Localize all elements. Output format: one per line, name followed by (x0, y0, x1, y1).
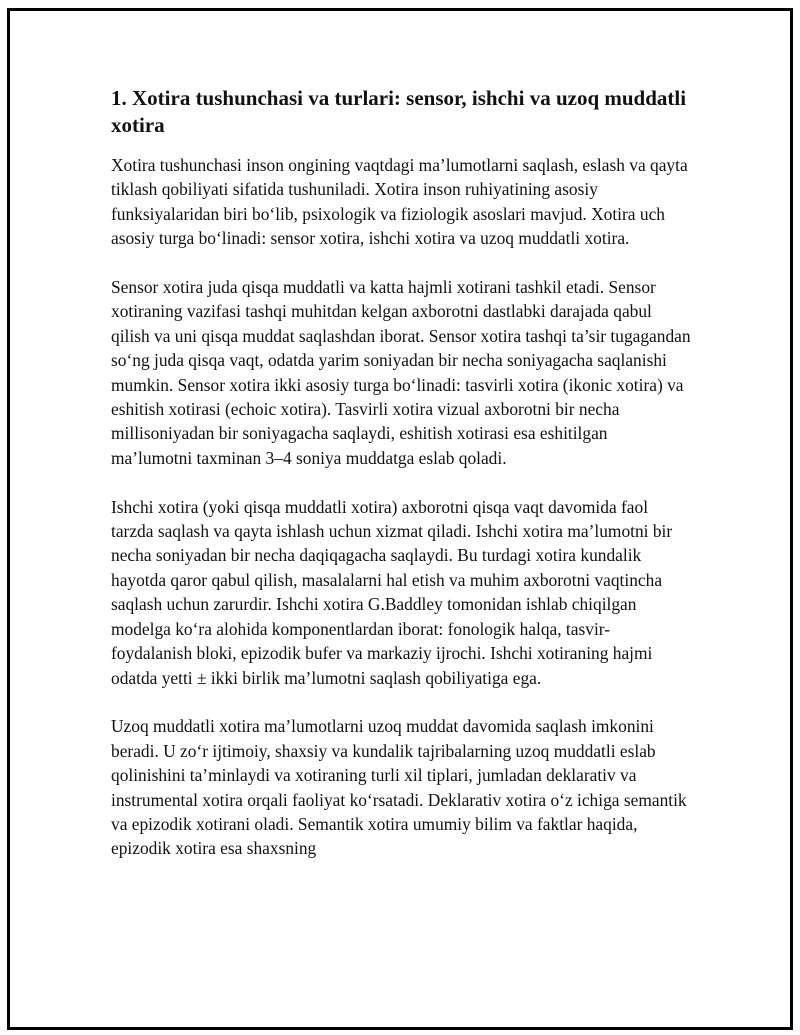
document-body (111, 85, 691, 885)
paragraph-long-term-memory: Uzoq muddatli xotira ma’lumotlarni uzoq muddat davomida saqlash imkonini beradi. U zo‘r ijtimoiy, shaxsiy va kundalik tajribalarning uzoq muddatli eslab qolinishini ta’minlaydi va xotiraning turli xil tiplari, jumladan deklarativ va instrumental xotira orqali faoliyat ko‘rsatadi. Deklarativ xotira o‘z ichiga semantik va epizodik xotirani oladi. Semantik xotira umumiy bilim va faktlar haqida, epizodik xotira esa shaxsning (111, 716, 687, 859)
paragraph-sensor-memory: Sensor xotira juda qisqa muddatli va katta hajmli xotirani tashkil etadi. Sensor xotiraning vazifasi tashqi muhitdan kelgan axborotni dastlabki darajada qabul qilish va uni qisqa muddat saqlashdan iborat. Sensor xotira tashqi ta’sir tugagandan so‘ng juda qisqa vaqt, odatda yarim soniyadan bir necha soniyagacha saqlanishi mumkin. Sensor xotira ikki asosiy turga bo‘linadi: tasvirli xotira (ikonic xotira) va eshitish xotirasi (echoic xotira). Tasvirli xotira vizual axborotni bir necha millisoniyadan bir soniyagacha saqlaydi, eshitish xotirasi esa eshitilgan ma’lumotni taxminan 3–4 soniya muddatga eslab qoladi. (111, 277, 691, 468)
section-heading: 1. Xotira tushunchasi va turlari: sensor, ishchi va uzoq muddatli xotira (111, 86, 687, 137)
paragraph-intro: Xotira tushunchasi inson ongining vaqtdagi ma’lumotlarni saqlash, eslash va qayta tiklash qobiliyati sifatida tushuniladi. Xotira inson ruhiyatining asosiy funksiyalaridan biri bo‘lib, psixologik va fiziologik asoslari mavjud. Xotira uch asosiy turga bo‘linadi: sensor xotira, ishchi xotira va uzoq muddatli xotira. (111, 155, 688, 249)
paragraph-working-memory: Ishchi xotira (yoki qisqa muddatli xotira) axborotni qisqa vaqt davomida faol tarzda saqlash va qayta ishlash uchun xizmat qiladi. Ishchi xotira ma’lumotni bir necha soniyadan bir necha daqiqagacha saqlaydi. Bu turdagi xotira kundalik hayotda qaror qabul qilish, masalalarni hal etish va muhim axborotni vaqtincha saqlash uchun zarurdir. Ishchi xotira G.Baddley tomonidan ishlab chiqilgan modelga ko‘ra alohida komponentlardan iborat: fonologik halqa, tasvir-foydalanish bloki, epizodik bufer va markaziy ijrochi. Ishchi xotiraning hajmi odatda yetti ± ikki birlik ma’lumotni saqlash qobiliyatiga ega. (111, 496, 673, 688)
